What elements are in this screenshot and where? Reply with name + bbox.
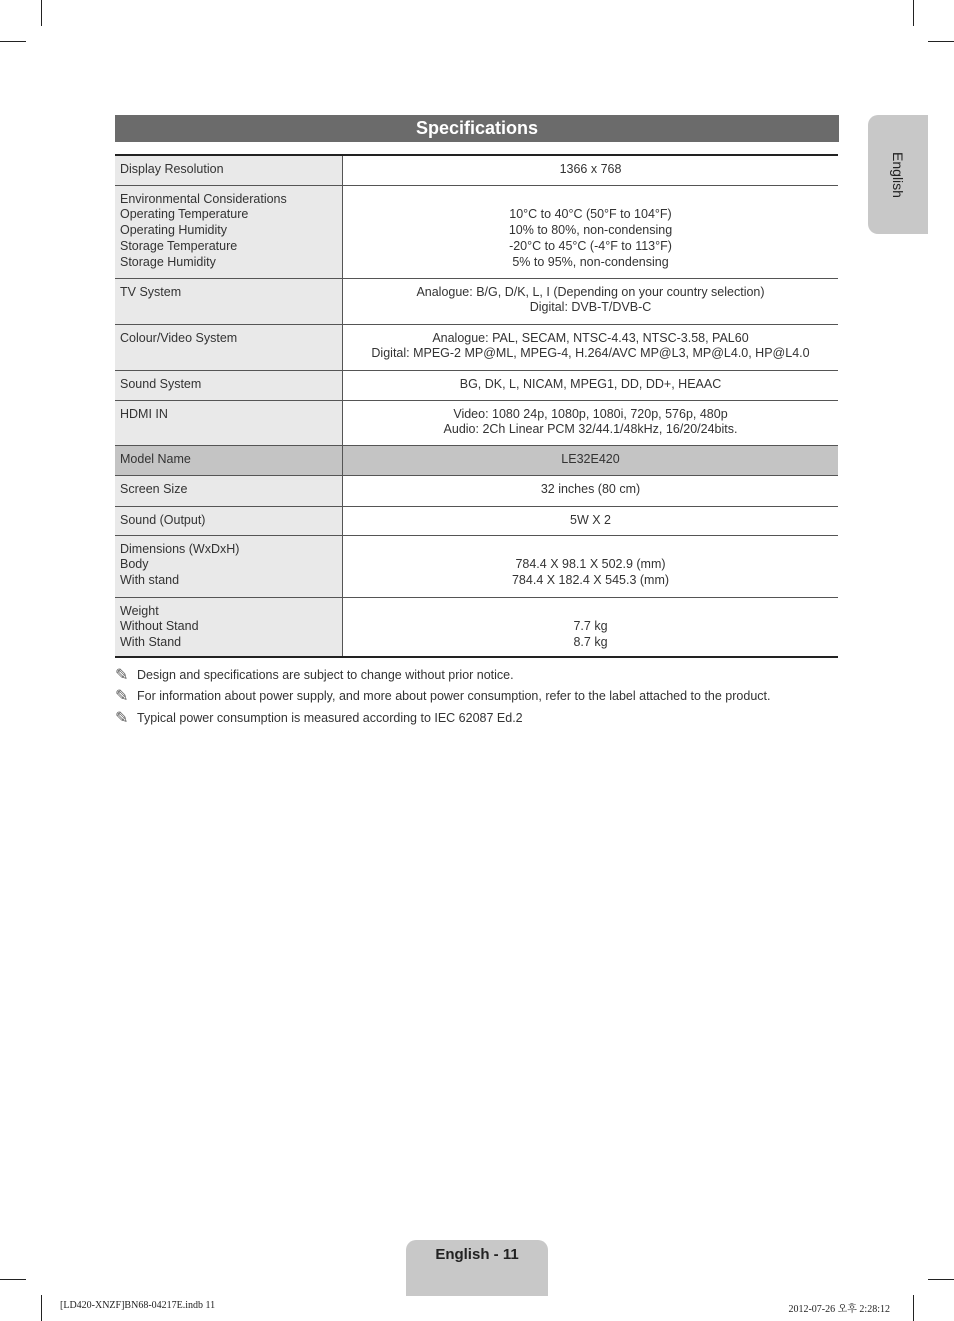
print-info-left: [LD420-XNZF]BN68-04217E.indb 11	[60, 1300, 216, 1311]
crop-mark	[0, 41, 26, 42]
spec-value-line: Digital: MPEG-2 MP@ML, MPEG-4, H.264/AVC MP@L3, MP@L4.0, HP@L4.0	[371, 346, 810, 361]
table-row	[115, 155, 838, 185]
spec-value	[343, 400, 839, 445]
spec-label-line: Operating Humidity	[120, 223, 227, 238]
table-row	[115, 535, 838, 597]
crop-mark	[0, 1279, 26, 1280]
spec-value-line: -20°C to 45°C (-4°F to 113°F)	[509, 238, 672, 253]
spec-label	[115, 278, 343, 324]
spec-value-line: 7.7 kg	[573, 619, 608, 634]
table-row	[115, 400, 838, 445]
spec-value-line: 1366 x 768	[559, 162, 622, 176]
spec-label-line: Screen Size	[120, 481, 188, 496]
table-row	[115, 506, 838, 535]
spec-value-line: BG, DK, L, NICAM, MPEG1, DD, DD+, HEAAC	[459, 376, 722, 391]
spec-label-line: Display Resolution	[120, 162, 224, 176]
spec-value-line: 784.4 X 182.4 X 545.3 (mm)	[511, 573, 670, 588]
spec-label	[115, 506, 343, 535]
table-row	[115, 370, 838, 400]
table-row	[115, 597, 838, 657]
spec-label-line: Sound System	[120, 376, 202, 391]
spec-value	[343, 185, 839, 278]
spec-label-line: Sound (Output)	[120, 512, 206, 527]
crop-mark	[913, 0, 914, 26]
spec-label-line: TV System	[120, 284, 182, 299]
note-item	[115, 707, 845, 729]
spec-value	[343, 597, 839, 657]
spec-label-line: Without Stand	[120, 619, 199, 634]
spec-value-line: LE32E420	[561, 451, 620, 466]
spec-label-line: Dimensions (WxDxH)	[120, 541, 240, 556]
spec-label-line: Storage Humidity	[120, 254, 216, 269]
table-row	[115, 445, 838, 475]
spec-value	[343, 324, 839, 370]
spec-label	[115, 400, 343, 445]
table-row	[115, 278, 838, 324]
note-item	[115, 686, 845, 708]
note-text: For information about power supply, and more about power consumption, refer to the label attached to the product.	[137, 689, 771, 704]
pencil-icon: ✎	[115, 686, 129, 706]
pencil-icon: ✎	[115, 664, 129, 684]
crop-mark	[41, 0, 42, 26]
note-text: Typical power consumption is measured according to IEC 62087 Ed.2	[137, 710, 523, 725]
spec-value	[343, 506, 839, 535]
spec-value	[343, 475, 839, 506]
page-number-tab	[406, 1240, 548, 1296]
note-item	[115, 664, 845, 686]
spec-value-line	[348, 542, 833, 558]
crop-mark	[928, 41, 954, 42]
spec-value-line	[348, 192, 833, 208]
spec-label	[115, 475, 343, 506]
page-title: Specifications	[115, 115, 839, 142]
spec-label-line: Model Name	[120, 451, 191, 466]
language-side-tab-label: English	[890, 152, 906, 198]
spec-value-line: Analogue: B/G, D/K, L, I (Depending on your country selection)	[416, 284, 765, 299]
spec-label-line: Environmental Considerations	[120, 191, 287, 206]
spec-value-line: 10% to 80%, non-condensing	[508, 223, 673, 238]
spec-label	[115, 445, 343, 475]
spec-label	[115, 155, 343, 185]
table-row	[115, 185, 838, 278]
spec-label	[115, 597, 343, 657]
language-side-tab	[868, 115, 928, 234]
spec-label	[115, 370, 343, 400]
spec-value	[343, 535, 839, 597]
spec-value	[343, 155, 839, 185]
spec-value-line: Digital: DVB-T/DVB-C	[529, 300, 652, 315]
spec-value-line: 32 inches (80 cm)	[540, 481, 641, 496]
spec-value-line: 10°C to 40°C (50°F to 104°F)	[509, 207, 672, 222]
spec-value	[343, 445, 839, 475]
spec-label-line: Operating Temperature	[120, 207, 249, 222]
spec-label	[115, 535, 343, 597]
notes-list	[115, 664, 845, 729]
spec-label-line: Colour/Video System	[120, 330, 238, 345]
specifications-table	[115, 154, 838, 658]
note-text: Design and specifications are subject to change without prior notice.	[137, 667, 514, 682]
spec-label-line: Weight	[120, 603, 159, 618]
spec-value-line: 5W X 2	[570, 512, 611, 527]
table-row	[115, 475, 838, 506]
crop-mark	[41, 1295, 42, 1321]
spec-value-line: Audio: 2Ch Linear PCM 32/44.1/48kHz, 16/20/24bits.	[443, 422, 738, 437]
spec-value	[343, 278, 839, 324]
spec-label-line: With Stand	[120, 635, 182, 650]
spec-value	[343, 370, 839, 400]
spec-label-line: HDMI IN	[120, 406, 168, 421]
crop-mark	[928, 1279, 954, 1280]
spec-label-line: Body	[120, 557, 149, 572]
spec-label	[115, 324, 343, 370]
crop-mark	[913, 1295, 914, 1321]
page-number: English - 11	[435, 1246, 519, 1263]
spec-label	[115, 185, 343, 278]
spec-value-line	[348, 604, 833, 620]
spec-value-line: 784.4 X 98.1 X 502.9 (mm)	[515, 557, 666, 572]
spec-value-line: Video: 1080 24p, 1080p, 1080i, 720p, 576p, 480p	[453, 406, 728, 421]
spec-label-line: With stand	[120, 573, 180, 588]
spec-value-line: 8.7 kg	[573, 635, 608, 650]
spec-value-line: Analogue: PAL, SECAM, NTSC-4.43, NTSC-3.58, PAL60	[432, 330, 749, 345]
spec-label-line: Storage Temperature	[120, 238, 238, 253]
table-row	[115, 324, 838, 370]
pencil-icon: ✎	[115, 707, 129, 727]
spec-value-line: 5% to 95%, non-condensing	[512, 254, 669, 269]
print-info-right: 2012-07-26 오후 2:28:12	[788, 1304, 890, 1315]
